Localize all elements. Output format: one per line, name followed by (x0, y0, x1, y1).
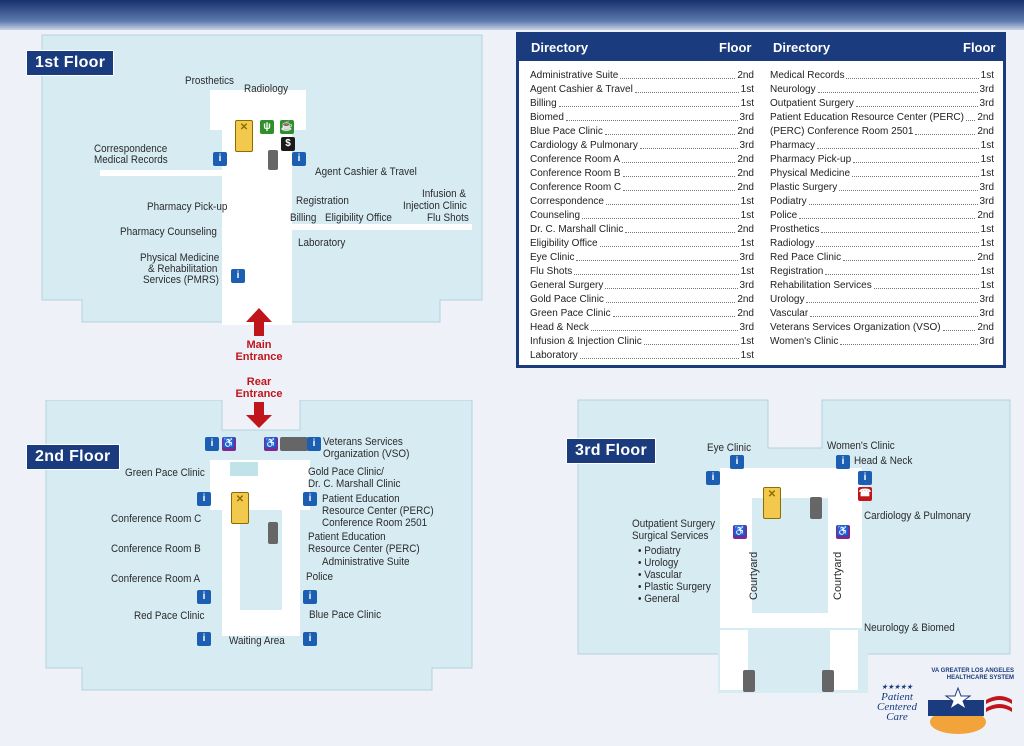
label-correspondence: Correspondence (94, 143, 168, 155)
floor-heading-right: Floor (963, 40, 996, 55)
directory-entry-name: Prosthetics (770, 224, 820, 235)
rear-entrance-label (226, 376, 292, 400)
directory-row (530, 181, 754, 195)
directory-row (770, 279, 994, 293)
directory-entry-name: Medical Records (770, 70, 845, 81)
directory-entry-floor: 2nd (737, 168, 754, 179)
leader-dots (816, 237, 978, 247)
label-infusion-2: Injection Clinic (403, 200, 467, 212)
directory-row (530, 195, 754, 209)
directory-entry-floor: 3rd (739, 252, 754, 263)
directory-entry-floor: 2nd (737, 70, 754, 81)
directory-entry-floor: 1st (980, 154, 994, 165)
label-podiatry: • Podiatry (638, 545, 681, 557)
floor-label-1st: 1st Floor (26, 50, 114, 76)
directory-entry-floor: 1st (980, 238, 994, 249)
leader-dots (559, 97, 739, 107)
label-cardiology: Cardiology & Pulmonary (864, 510, 971, 522)
main-entrance-line2: Entrance (235, 351, 283, 363)
leader-dots (806, 293, 977, 303)
label-vso-2: Organization (VSO) (323, 448, 410, 460)
label-perc-3: Conference Room 2501 (322, 517, 428, 529)
label-vso-1: Veterans Services (323, 436, 403, 448)
directory-row (770, 167, 994, 181)
directory-entry-floor: 2nd (977, 112, 994, 123)
label-outpatient-surgery: Outpatient Surgery (632, 518, 716, 530)
directory-panel (516, 32, 1006, 368)
leader-dots (821, 223, 978, 233)
directory-row (530, 167, 754, 181)
directory-row (770, 139, 994, 153)
directory-entry-name: Blue Pace Clinic (530, 126, 603, 137)
directory-row (770, 223, 994, 237)
directory-entry-name: General Surgery (530, 280, 604, 291)
restroom-icon: i (303, 632, 317, 646)
leader-dots (915, 125, 975, 135)
directory-entry-name: Agent Cashier & Travel (530, 84, 633, 95)
leader-dots (605, 279, 737, 289)
floor-heading-left: Floor (719, 40, 752, 55)
directory-entry-floor: 1st (740, 84, 754, 95)
logo-centered: Centered (877, 701, 917, 713)
leader-dots (856, 97, 978, 107)
directory-row (770, 237, 994, 251)
label-laboratory: Laboratory (298, 237, 346, 249)
directory-row (530, 69, 754, 83)
leader-dots (600, 237, 739, 247)
directory-row (530, 83, 754, 97)
directory-entry-name: Conference Room B (530, 168, 621, 179)
leader-dots (840, 335, 977, 345)
leader-dots (574, 265, 738, 275)
directory-entry-floor: 2nd (977, 126, 994, 137)
information-icon: i (730, 455, 744, 469)
stairs-icon (280, 437, 308, 451)
directory-row (770, 153, 994, 167)
directory-entry-floor: 3rd (979, 294, 994, 305)
label-neurology: Neurology & Biomed (864, 622, 955, 634)
stairs-icon (810, 497, 822, 519)
directory-row (770, 125, 994, 139)
leader-dots (846, 69, 978, 79)
rear-entrance-line2: Entrance (235, 388, 283, 400)
directory-row (770, 321, 994, 335)
directory-row (770, 307, 994, 321)
logo-patient: Patient (881, 691, 913, 703)
directory-entry-name: Patient Education Resource Center (PERC) (770, 112, 964, 123)
directory-entry-floor: 3rd (739, 280, 754, 291)
leader-dots (874, 279, 979, 289)
leader-dots (852, 167, 979, 177)
directory-row (770, 69, 994, 83)
directory-entry-name: Pharmacy Pick-up (770, 154, 852, 165)
phone-icon: ☎ (858, 488, 872, 499)
label-womens-clinic: Women's Clinic (827, 440, 895, 452)
dollar-icon: $ (281, 137, 295, 151)
main-entrance-arrow-icon (246, 308, 272, 336)
top-banner (0, 0, 1024, 30)
directory-entry-floor: 2nd (977, 210, 994, 221)
label-gold-pace-2: Dr. C. Marshall Clinic (308, 478, 401, 490)
stairs-icon (268, 150, 278, 170)
directory-entry-floor: 1st (740, 98, 754, 109)
leader-dots (635, 83, 739, 93)
label-perc-5: Resource Center (PERC) (308, 543, 420, 555)
directory-row (770, 97, 994, 111)
accessible-restroom-icon: ♿ (264, 438, 278, 449)
directory-entry-name: Radiology (770, 238, 815, 249)
label-conference-b: Conference Room B (111, 543, 201, 555)
label-prosthetics: Prosthetics (185, 75, 234, 87)
leader-dots (809, 195, 978, 205)
directory-entry-name: Veterans Services Organization (VSO) (770, 322, 941, 333)
leader-dots (605, 125, 736, 135)
leader-dots (606, 293, 735, 303)
directory-entry-name: Urology (770, 294, 805, 305)
directory-entry-name: Green Pace Clinic (530, 308, 611, 319)
label-surgical-services: Surgical Services (632, 530, 709, 542)
directory-row (530, 153, 754, 167)
directory-entry-floor: 3rd (739, 322, 754, 333)
label-courtyard-right: Courtyard (832, 551, 844, 600)
label-plastic-surgery: • Plastic Surgery (638, 581, 711, 593)
leader-dots (966, 111, 975, 121)
information-icon: i (231, 269, 245, 283)
label-radiology: Radiology (244, 83, 289, 95)
patient-centered-care-logo (868, 682, 926, 722)
directory-row (530, 97, 754, 111)
directory-row (530, 237, 754, 251)
directory-header (519, 35, 1003, 61)
directory-row (530, 251, 754, 265)
directory-entry-name: Podiatry (770, 196, 807, 207)
label-medical-records: Medical Records (94, 154, 168, 166)
label-perc-4: Patient Education (308, 531, 386, 543)
directory-row (530, 321, 754, 335)
leader-dots (817, 139, 979, 149)
directory-entry-floor: 2nd (737, 294, 754, 305)
third-floor-map (560, 398, 1020, 698)
elevator-icon: ✕ (231, 492, 249, 524)
second-floor-map (0, 400, 500, 700)
label-pharmacy-counseling: Pharmacy Counseling (120, 226, 217, 238)
directory-entry-floor: 1st (980, 140, 994, 151)
directory-entry-name: Eye Clinic (530, 252, 575, 263)
directory-entry-name: Conference Room C (530, 182, 622, 193)
label-vascular: • Vascular (638, 569, 683, 581)
leader-dots (613, 307, 736, 317)
directory-entry-name: Administrative Suite (530, 70, 619, 81)
elevator-icon: ✕ (235, 120, 253, 152)
label-pmrs-1: Physical Medicine (140, 252, 220, 264)
directory-entry-name: Registration (770, 266, 824, 277)
directory-entry-floor: 1st (740, 266, 754, 277)
restroom-icon: i (303, 492, 317, 506)
leader-dots (582, 209, 739, 219)
directory-entry-name: Conference Room A (530, 154, 621, 165)
directory-entry-floor: 2nd (977, 322, 994, 333)
directory-entry-name: Cardiology & Pulmonary (530, 140, 638, 151)
directory-row (530, 209, 754, 223)
label-courtyard-left: Courtyard (748, 551, 760, 600)
restaurant-icon: ψ (260, 120, 274, 134)
directory-row (770, 293, 994, 307)
directory-entry-floor: 3rd (739, 140, 754, 151)
directory-entry-floor: 2nd (737, 224, 754, 235)
directory-entry-name: Dr. C. Marshall Clinic (530, 224, 624, 235)
stairs-icon (268, 522, 278, 544)
restroom-icon: i (706, 471, 720, 485)
directory-row (530, 223, 754, 237)
rear-entrance-line1: Rear (246, 376, 272, 388)
label-eligibility: Eligibility Office (325, 212, 392, 224)
leader-dots (591, 321, 738, 331)
information-icon: i (836, 455, 850, 469)
directory-entry-floor: 1st (740, 238, 754, 249)
directory-row (770, 181, 994, 195)
label-perc-2: Resource Center (PERC) (322, 505, 434, 517)
directory-entry-name: Flu Shots (530, 266, 573, 277)
directory-entry-name: Head & Neck (530, 322, 589, 333)
directory-row (770, 335, 994, 349)
label-police: Police (306, 571, 333, 583)
directory-heading-right: Directory (773, 40, 831, 55)
directory-row (530, 111, 754, 125)
label-green-pace: Green Pace Clinic (125, 467, 205, 479)
leader-dots (853, 153, 979, 163)
directory-entry-floor: 2nd (737, 308, 754, 319)
label-perc-1: Patient Education (322, 493, 400, 505)
stairs-icon (743, 670, 755, 692)
leader-dots (843, 251, 975, 261)
restroom-icon: i (197, 492, 211, 506)
directory-entry-floor: 1st (740, 336, 754, 347)
stars-icon: ★★★★★ (881, 683, 913, 691)
directory-heading-left: Directory (531, 40, 589, 55)
label-administrative-suite: Administrative Suite (322, 556, 410, 568)
floor-label-3rd: 3rd Floor (566, 438, 656, 464)
directory-entry-name: Infusion & Injection Clinic (530, 336, 642, 347)
directory-row (530, 139, 754, 153)
va-logo-line1: VA GREATER LOS ANGELES (931, 668, 1014, 674)
directory-entry-floor: 1st (980, 280, 994, 291)
directory-row (530, 125, 754, 139)
label-head-neck: Head & Neck (854, 455, 913, 467)
leader-dots (620, 69, 735, 79)
accessible-restroom-icon: ♿ (222, 438, 236, 449)
restroom-icon: i (292, 152, 306, 166)
directory-entry-name: Physical Medicine (770, 168, 851, 179)
logo-care: Care (886, 711, 908, 723)
label-gold-pace-1: Gold Pace Clinic/ (308, 466, 384, 478)
directory-row (530, 293, 754, 307)
label-agent-cashier: Agent Cashier & Travel (315, 166, 417, 178)
label-blue-pace: Blue Pace Clinic (309, 609, 382, 621)
elevator-icon: ✕ (763, 487, 781, 519)
directory-entry-name: Vascular (770, 308, 809, 319)
directory-row (770, 83, 994, 97)
directory-entry-name: Red Pace Clinic (770, 252, 842, 263)
leader-dots (825, 265, 978, 275)
directory-row (770, 265, 994, 279)
directory-entry-floor: 1st (980, 168, 994, 179)
leader-dots (622, 153, 735, 163)
directory-row (770, 209, 994, 223)
directory-entry-floor: 3rd (979, 308, 994, 319)
directory-entry-name: Plastic Surgery (770, 182, 838, 193)
directory-row (530, 279, 754, 293)
leader-dots (810, 307, 977, 317)
restroom-icon: i (197, 632, 211, 646)
accessible-restroom-icon: ♿ (836, 526, 850, 537)
directory-entry-name: Laboratory (530, 350, 578, 361)
label-billing: Billing (290, 212, 317, 224)
directory-row (530, 307, 754, 321)
label-conference-c: Conference Room C (111, 513, 202, 525)
directory-entry-name: Eligibility Office (530, 238, 598, 249)
directory-column-right (770, 69, 994, 349)
restroom-icon: i (213, 152, 227, 166)
directory-entry-floor: 3rd (979, 336, 994, 347)
label-pmrs-2: & Rehabilitation (148, 263, 218, 275)
directory-entry-floor: 2nd (737, 154, 754, 165)
leader-dots (580, 349, 739, 359)
label-registration: Registration (296, 195, 349, 207)
directory-entry-name: Rehabilitation Services (770, 280, 872, 291)
label-flu-shots: Flu Shots (427, 212, 469, 224)
directory-entry-floor: 3rd (979, 98, 994, 109)
va-flag-icon (928, 682, 1014, 734)
directory-entry-name: Pharmacy (770, 140, 816, 151)
directory-entry-floor: 1st (980, 266, 994, 277)
directory-entry-floor: 1st (980, 70, 994, 81)
leader-dots (625, 223, 735, 233)
directory-entry-name: Biomed (530, 112, 564, 123)
directory-entry-name: Women's Clinic (770, 336, 839, 347)
leader-dots (606, 195, 739, 205)
restroom-icon: i (858, 471, 872, 485)
directory-entry-floor: 3rd (739, 112, 754, 123)
directory-column-left (530, 69, 754, 363)
directory-entry-name: Billing (530, 98, 557, 109)
directory-row (770, 251, 994, 265)
directory-entry-floor: 1st (740, 196, 754, 207)
va-logo-line2: HEALTHCARE SYSTEM (946, 675, 1014, 681)
leader-dots (943, 321, 976, 331)
directory-entry-floor: 2nd (737, 182, 754, 193)
directory-entry-floor: 1st (740, 350, 754, 361)
floor-label-2nd: 2nd Floor (26, 444, 120, 470)
directory-entry-floor: 3rd (979, 196, 994, 207)
leader-dots (566, 111, 738, 121)
va-logo (928, 668, 1014, 739)
main-entrance-label (226, 339, 292, 363)
directory-row (770, 111, 994, 125)
directory-entry-name: Police (770, 210, 798, 221)
label-urology: • Urology (638, 557, 679, 569)
stairs-icon (822, 670, 834, 692)
label-red-pace: Red Pace Clinic (134, 610, 205, 622)
directory-row (530, 265, 754, 279)
leader-dots (839, 181, 977, 191)
first-floor-map (0, 30, 500, 330)
label-general: • General (638, 593, 680, 605)
accessible-restroom-icon: ♿ (733, 526, 747, 537)
label-waiting-area: Waiting Area (229, 635, 285, 647)
directory-entry-floor: 2nd (737, 126, 754, 137)
directory-entry-floor: 1st (980, 224, 994, 235)
directory-entry-name: (PERC) Conference Room 2501 (770, 126, 914, 137)
directory-entry-name: Counseling (530, 210, 581, 221)
leader-dots (576, 251, 737, 261)
directory-entry-floor: 1st (740, 210, 754, 221)
label-infusion-1: Infusion & (422, 188, 467, 200)
directory-entry-name: Outpatient Surgery (770, 98, 854, 109)
leader-dots (640, 139, 738, 149)
directory-entry-name: Correspondence (530, 196, 604, 207)
directory-row (530, 349, 754, 363)
restroom-icon: i (303, 590, 317, 604)
directory-entry-name: Neurology (770, 84, 816, 95)
directory-entry-name: Gold Pace Clinic (530, 294, 604, 305)
coffee-icon: ☕ (280, 121, 294, 132)
directory-row (530, 335, 754, 349)
label-eye-clinic: Eye Clinic (707, 442, 752, 454)
leader-dots (623, 181, 735, 191)
directory-entry-floor: 2nd (977, 252, 994, 263)
leader-dots (818, 83, 978, 93)
directory-entry-floor: 3rd (979, 84, 994, 95)
leader-dots (799, 209, 975, 219)
restroom-icon: i (197, 590, 211, 604)
label-conference-a: Conference Room A (111, 573, 201, 585)
directory-row (770, 195, 994, 209)
restroom-icon: i (205, 437, 219, 451)
restroom-icon: i (307, 437, 321, 451)
leader-dots (644, 335, 739, 345)
label-pharmacy-pickup: Pharmacy Pick-up (147, 201, 228, 213)
directory-entry-floor: 3rd (979, 182, 994, 193)
label-pmrs-3: Services (PMRS) (143, 274, 219, 286)
leader-dots (623, 167, 736, 177)
main-entrance-line1: Main (246, 339, 272, 351)
